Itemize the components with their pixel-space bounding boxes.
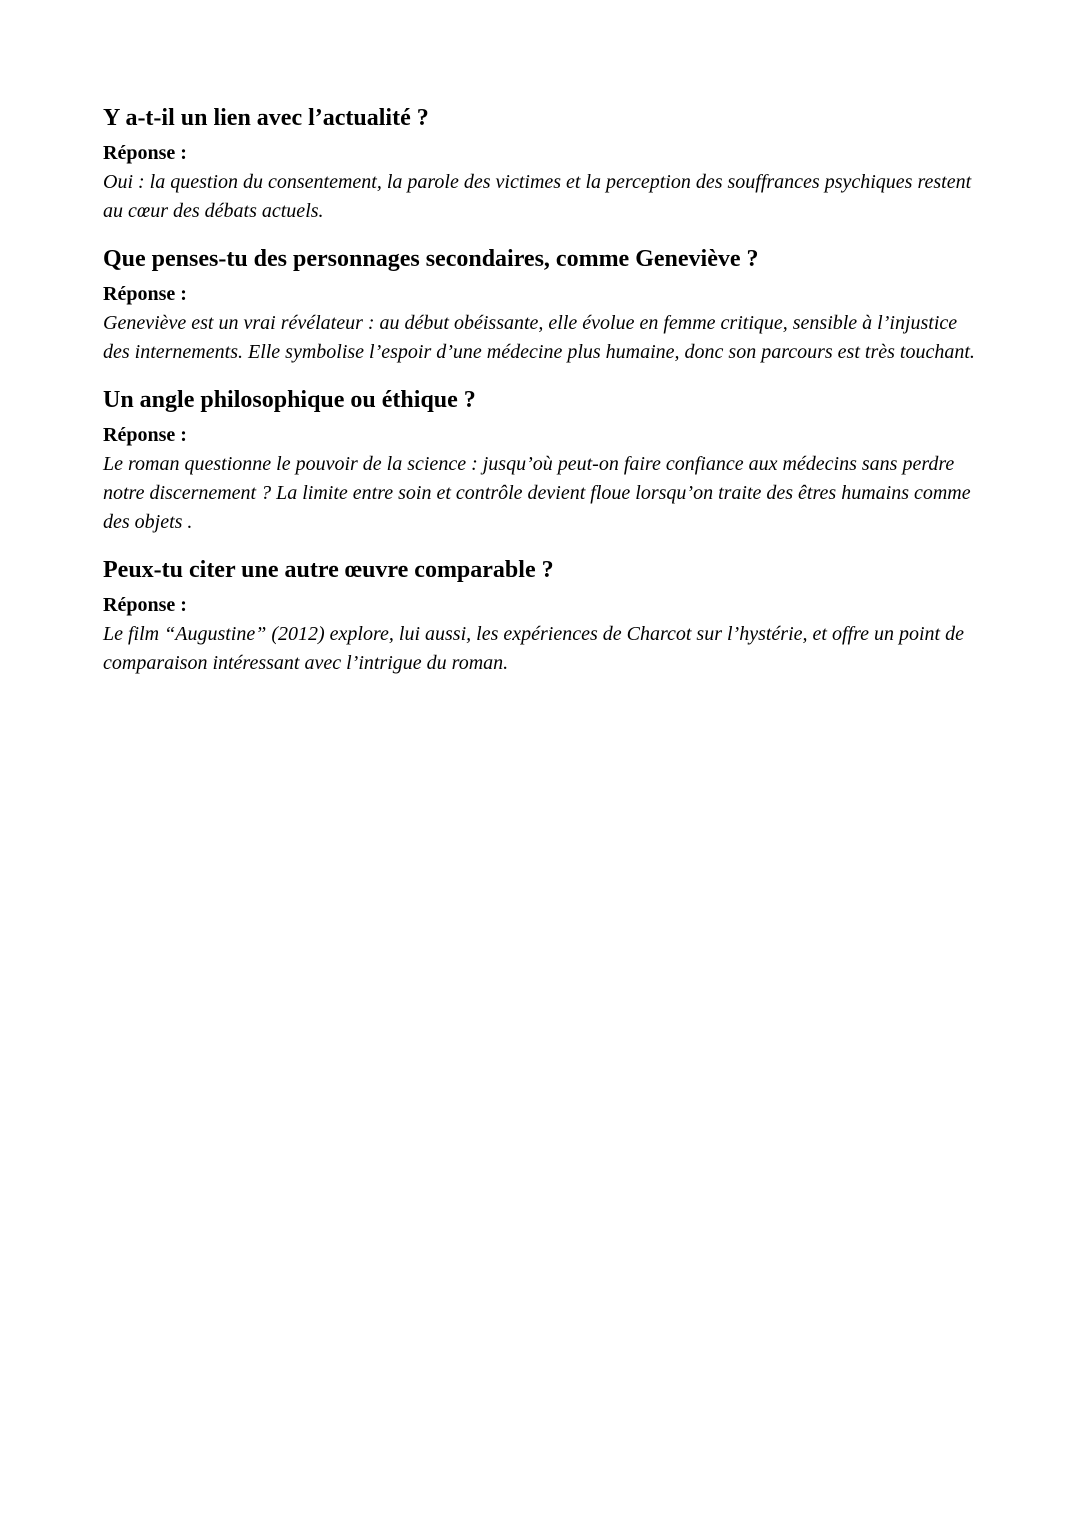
answer-text: Oui : la question du consentement, la parole des victimes et la perception des souffrances psychiques restent au cœur des débats actuels.: [103, 171, 972, 222]
qa-section-oeuvre: [103, 552, 983, 678]
reponse-label: Réponse :: [103, 594, 187, 616]
question-heading: Peux-tu citer une autre œuvre comparable ?: [103, 557, 554, 583]
answer-text: Geneviève est un vrai révélateur : au début obéissante, elle évolue en femme critique, sensible à l’injustice des internements. Elle symbolise l’espoir d’une médecine plus humaine, donc son parcours est très touchant.: [103, 312, 975, 363]
answer-text: Le film “Augustine” (2012) explore, lui aussi, les expériences de Charcot sur l’hystérie, et offre un point de comparaison intéressant avec l’intrigue du roman.: [103, 623, 964, 674]
reponse-label: Réponse :: [103, 283, 187, 305]
qa-section-philosophique: [103, 382, 983, 537]
question-heading: Que penses-tu des personnages secondaires, comme Geneviève ?: [103, 246, 759, 272]
question-heading: Y a-t-il un lien avec l’actualité ?: [103, 105, 429, 131]
document-page: [103, 100, 983, 678]
question-heading: Un angle philosophique ou éthique ?: [103, 387, 476, 413]
answer-text: Le roman questionne le pouvoir de la science : jusqu’où peut-on faire confiance aux médecins sans perdre notre discernement ? La limite entre soin et contrôle devient floue lorsqu’on traite des êtres humains comme des objets .: [103, 453, 971, 533]
reponse-label: Réponse :: [103, 424, 187, 446]
qa-section-actualite: [103, 100, 983, 226]
reponse-label: Réponse :: [103, 142, 187, 164]
qa-section-personnages: [103, 241, 983, 367]
